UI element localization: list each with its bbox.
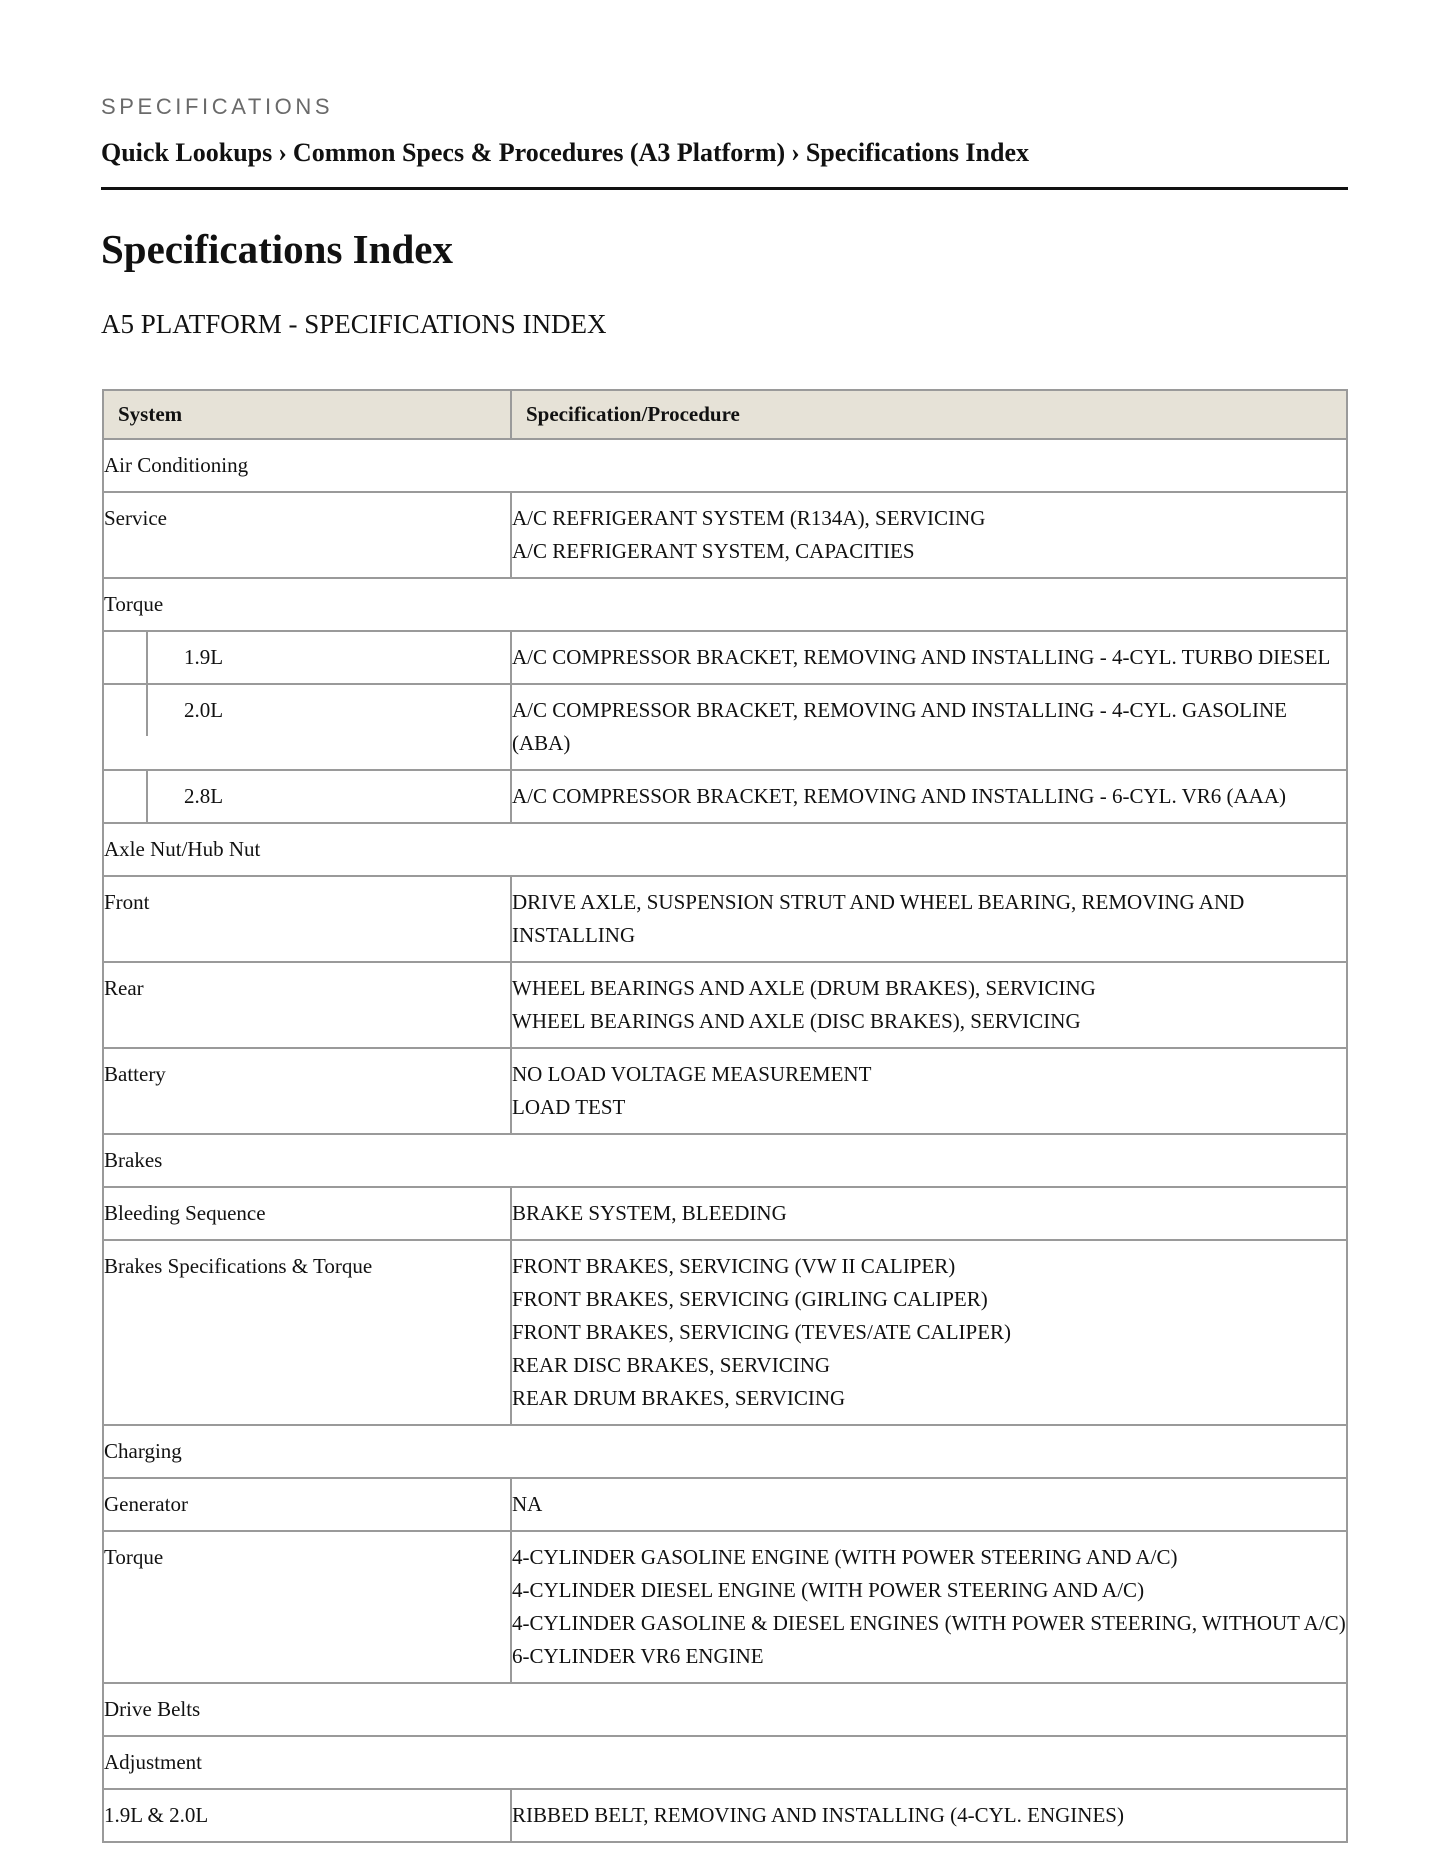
system-label: Service xyxy=(103,492,511,578)
spec-link[interactable]: WHEEL BEARINGS AND AXLE (DRUM BRAKES), SERVICING xyxy=(512,976,1096,1000)
spec-link[interactable]: FRONT BRAKES, SERVICING (GIRLING CALIPER) xyxy=(512,1287,988,1311)
table-row xyxy=(103,1683,1347,1736)
table-row xyxy=(103,684,1347,770)
spec-link[interactable]: REAR DISC BRAKES, SERVICING xyxy=(512,1353,831,1377)
table-row xyxy=(103,1240,1347,1425)
table-row xyxy=(103,578,1347,631)
spec-link[interactable]: 4-CYLINDER DIESEL ENGINE (WITH POWER STEERING AND A/C) xyxy=(512,1578,1145,1602)
group-heading: Drive Belts xyxy=(103,1683,1347,1736)
system-label: Front xyxy=(103,876,511,962)
table-row xyxy=(103,1531,1347,1683)
group-heading: Brakes xyxy=(103,1134,1347,1187)
spec-link[interactable]: A/C COMPRESSOR BRACKET, REMOVING AND INSTALLING - 6-CYL. VR6 (AAA) xyxy=(512,784,1286,808)
system-label: Torque xyxy=(103,1531,511,1683)
group-heading: Air Conditioning xyxy=(103,439,1347,492)
spec-link[interactable]: A/C COMPRESSOR BRACKET, REMOVING AND INSTALLING - 4-CYL. GASOLINE (ABA) xyxy=(512,698,1287,755)
indent-stub xyxy=(104,685,148,736)
system-label: 1.9L xyxy=(184,645,224,669)
table-row xyxy=(103,631,1347,684)
header-divider xyxy=(101,187,1348,190)
breadcrumb-common-specs[interactable]: Common Specs & Procedures (A3 Platform) xyxy=(292,138,786,167)
breadcrumb xyxy=(101,138,1029,168)
table-row xyxy=(103,1789,1347,1842)
spec-cell xyxy=(511,770,1347,823)
breadcrumb-separator: › xyxy=(791,138,800,167)
table-row xyxy=(103,492,1347,578)
spec-cell xyxy=(511,1187,1347,1240)
spec-link[interactable]: RIBBED BELT, REMOVING AND INSTALLING (4-CYL. ENGINES) xyxy=(512,1803,1124,1827)
breadcrumb-quick-lookups[interactable]: Quick Lookups xyxy=(101,138,273,167)
page-title: Specifications Index xyxy=(101,226,453,272)
section-eyebrow: SPECIFICATIONS xyxy=(101,94,334,119)
spec-link[interactable]: REAR DRUM BRAKES, SERVICING xyxy=(512,1386,846,1410)
table-row xyxy=(103,1048,1347,1134)
indent-stub xyxy=(104,632,148,683)
spec-cell xyxy=(511,631,1347,684)
system-label: 2.8L xyxy=(184,784,224,808)
table-row xyxy=(103,1425,1347,1478)
table-row xyxy=(103,439,1347,492)
indent-stub xyxy=(104,771,148,822)
subgroup-heading: Adjustment xyxy=(103,1736,1347,1789)
spec-link[interactable]: 4-CYLINDER GASOLINE & DIESEL ENGINES (WITH POWER STEERING, WITHOUT A/C) xyxy=(512,1611,1346,1635)
spec-link[interactable]: NO LOAD VOLTAGE MEASUREMENT xyxy=(512,1062,872,1086)
spec-link[interactable]: WHEEL BEARINGS AND AXLE (DISC BRAKES), SERVICING xyxy=(512,1009,1081,1033)
system-label: Rear xyxy=(103,962,511,1048)
table-row xyxy=(103,823,1347,876)
specifications-table xyxy=(102,389,1348,1843)
column-header-system: System xyxy=(103,390,511,439)
spec-cell xyxy=(511,1531,1347,1683)
system-label: Brakes Specifications & Torque xyxy=(103,1240,511,1425)
system-label: Generator xyxy=(103,1478,511,1531)
spec-link[interactable]: A/C REFRIGERANT SYSTEM (R134A), SERVICING xyxy=(512,506,986,530)
system-label: Bleeding Sequence xyxy=(103,1187,511,1240)
spec-cell xyxy=(511,876,1347,962)
spec-cell xyxy=(511,492,1347,578)
spec-link[interactable]: A/C REFRIGERANT SYSTEM, CAPACITIES xyxy=(512,539,915,563)
breadcrumb-current: Specifications Index xyxy=(805,138,1030,167)
spec-cell xyxy=(511,1478,1347,1531)
system-cell xyxy=(103,631,511,684)
table-row xyxy=(103,770,1347,823)
table-row xyxy=(103,1187,1347,1240)
table-row xyxy=(103,1478,1347,1531)
spec-link[interactable]: A/C COMPRESSOR BRACKET, REMOVING AND INSTALLING - 4-CYL. TURBO DIESEL xyxy=(512,645,1331,669)
spec-link[interactable]: 6-CYLINDER VR6 ENGINE xyxy=(512,1644,764,1668)
table-row xyxy=(103,876,1347,962)
spec-cell xyxy=(511,684,1347,770)
table-row xyxy=(103,1736,1347,1789)
system-label: Battery xyxy=(103,1048,511,1134)
group-heading: Charging xyxy=(103,1425,1347,1478)
spec-link[interactable]: LOAD TEST xyxy=(512,1095,626,1119)
breadcrumb-separator: › xyxy=(278,138,287,167)
group-heading: Axle Nut/Hub Nut xyxy=(103,823,1347,876)
system-label: 1.9L & 2.0L xyxy=(103,1789,511,1842)
spec-link[interactable]: FRONT BRAKES, SERVICING (TEVES/ATE CALIPER) xyxy=(512,1320,1012,1344)
spec-link[interactable]: 4-CYLINDER GASOLINE ENGINE (WITH POWER STEERING AND A/C) xyxy=(512,1545,1178,1569)
spec-cell xyxy=(511,1048,1347,1134)
table-row xyxy=(103,1134,1347,1187)
spec-link[interactable]: NA xyxy=(512,1492,543,1516)
table-header-row xyxy=(103,390,1347,439)
spec-cell xyxy=(511,1789,1347,1842)
spec-link[interactable]: FRONT BRAKES, SERVICING (VW II CALIPER) xyxy=(512,1254,956,1278)
spec-link[interactable]: DRIVE AXLE, SUSPENSION STRUT AND WHEEL BEARING, REMOVING AND INSTALLING xyxy=(512,890,1245,947)
page-subtitle: A5 PLATFORM - SPECIFICATIONS INDEX xyxy=(101,309,607,339)
spec-link[interactable]: BRAKE SYSTEM, BLEEDING xyxy=(512,1201,787,1225)
column-header-specification: Specification/Procedure xyxy=(511,390,1347,439)
system-cell xyxy=(103,770,511,823)
system-cell xyxy=(103,684,511,770)
table-body xyxy=(103,439,1347,1842)
subgroup-heading: Torque xyxy=(103,578,1347,631)
system-label: 2.0L xyxy=(184,698,224,722)
spec-cell xyxy=(511,1240,1347,1425)
table-row xyxy=(103,962,1347,1048)
spec-cell xyxy=(511,962,1347,1048)
